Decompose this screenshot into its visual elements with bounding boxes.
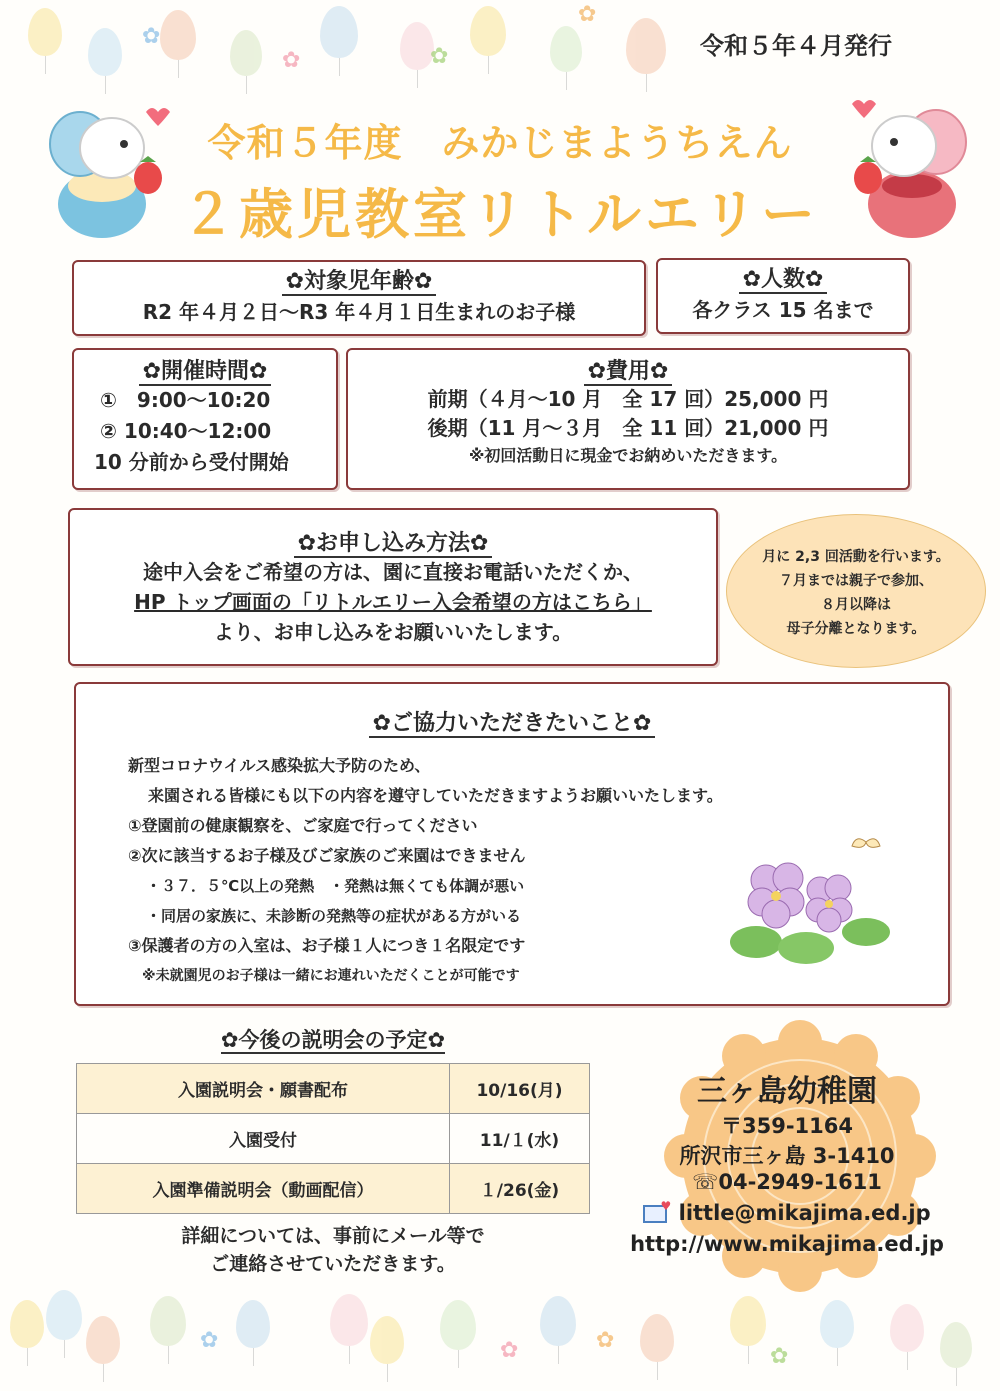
email-link[interactable]: little@mikajima.ed.jp [678,1201,931,1225]
activity-note-line-4: 母子分離となります。 [786,621,926,637]
hours-line-1: ① 9:00～10:20 [100,388,271,412]
kindergarten-name: 三ヶ島幼稚園 [697,1074,877,1109]
schedule-date: 11/１(水) [450,1114,590,1164]
hours-box [72,348,338,490]
application-line-3: より、お申し込みをお願いいたします。 [213,620,573,644]
violet-flowers-icon [716,832,906,972]
activity-note-line-1: 月に 2,3 回活動を行います。 [762,549,950,565]
cooperation-line-8: ※未就園児のお子様は一緒にお連れいただくことが可能です [142,968,520,984]
schedule-event: 入園準備説明会（動画配信） [77,1164,450,1214]
schedule-event: 入園説明会・願書配布 [77,1064,450,1114]
activity-note-line-2: ７月までは親子で参加、 [779,573,933,589]
hours-title: ✿開催時間✿ [139,359,272,386]
cooperation-box [74,682,950,1006]
fee-note: ※初回活動日に現金でお納めいただきます。 [468,446,788,465]
schedule-footer [76,1222,590,1278]
activity-note-line-3: ８月以降は [821,597,891,613]
schedule-title [76,1024,590,1054]
cooperation-line-3: ①登園前の健康観察を、ご家庭で行ってください [128,816,478,835]
schedule-table [76,1063,590,1214]
schedule-event: 入園受付 [77,1114,450,1164]
target-age-title: ✿対象児年齢✿ [282,269,437,296]
address: 所沢市三ヶ島 3-1410 [679,1144,895,1168]
phone-number: ☏04-2949-1611 [692,1170,882,1194]
header-subtitle: 令和５年度 みかじまようちえん [207,121,793,165]
fee-line-2: 後期（11 月～３月 全 11 回）21,000 円 [427,416,829,440]
capacity-box [656,258,910,334]
schedule-footer-line-2: ご連絡させていただきます。 [210,1253,456,1275]
application-box [68,508,718,666]
table-row [77,1064,590,1114]
target-age-box [72,260,646,336]
schedule-footer-line-1: 詳細については、事前にメール等で [181,1225,485,1247]
contact-info [622,1020,952,1300]
cooperation-line-2: 来園される皆様にも以下の内容を遵守していただきますようお願いいたします。 [148,786,723,805]
target-age-text: R2 年４月２日～R3 年４月１日生まれのお子様 [142,300,576,324]
application-line-1: 途中入会をご希望の方は、園に直接お電話いただくか、 [143,560,643,584]
application-line-2: HP トップ画面の「リトルエリー入会希望の方はこちら」 [134,590,652,614]
email-row [622,1201,952,1225]
cooperation-line-7: ③保護者の方の入室は、お子様１人につき１名限定です [128,936,526,955]
table-row [77,1114,590,1164]
fee-line-1: 前期（４月～10 月 全 17 回）25,000 円 [427,387,829,411]
application-title: ✿お申し込み方法✿ [294,531,493,558]
schedule-date: １/26(金) [450,1164,590,1214]
hours-line-3: 10 分前から受付開始 [94,450,289,474]
cooperation-line-5: ・３７．５℃以上の発熱 ・発熱は無くても体調が悪い [146,877,525,895]
capacity-title: ✿人数✿ [739,267,828,294]
header-title: ２歳児教室リトルエリー [181,183,819,246]
activity-note-bubble [726,514,986,668]
schedule-title-text: ✿今後の説明会の予定✿ [220,1028,446,1052]
cooperation-title: ✿ご協力いただきたいこと✿ [369,711,656,738]
cooperation-line-1: 新型コロナウイルス感染拡大予防のため、 [128,756,431,775]
table-row [77,1164,590,1214]
issue-date: 令和５年４月発行 [700,32,892,60]
cooperation-line-6: ・同居の家族に、未診断の発熱等の症状がある方がいる [146,907,522,925]
website-link[interactable]: http://www.mikajima.ed.jp [630,1232,944,1256]
capacity-text: 各クラス 15 名まで [692,298,874,322]
cooperation-line-4: ②次に該当するお子様及びご家族のご来園はできません [128,846,526,865]
fee-box [346,348,910,490]
hours-line-2: ② 10:40～12:00 [100,419,272,443]
schedule-date: 10/16(月) [450,1064,590,1114]
fee-title: ✿費用✿ [584,359,673,386]
postal-code: 〒359-1164 [721,1114,853,1138]
envelope-icon: ♥ [643,1205,667,1223]
elephant-mascot-right-icon [838,90,978,240]
